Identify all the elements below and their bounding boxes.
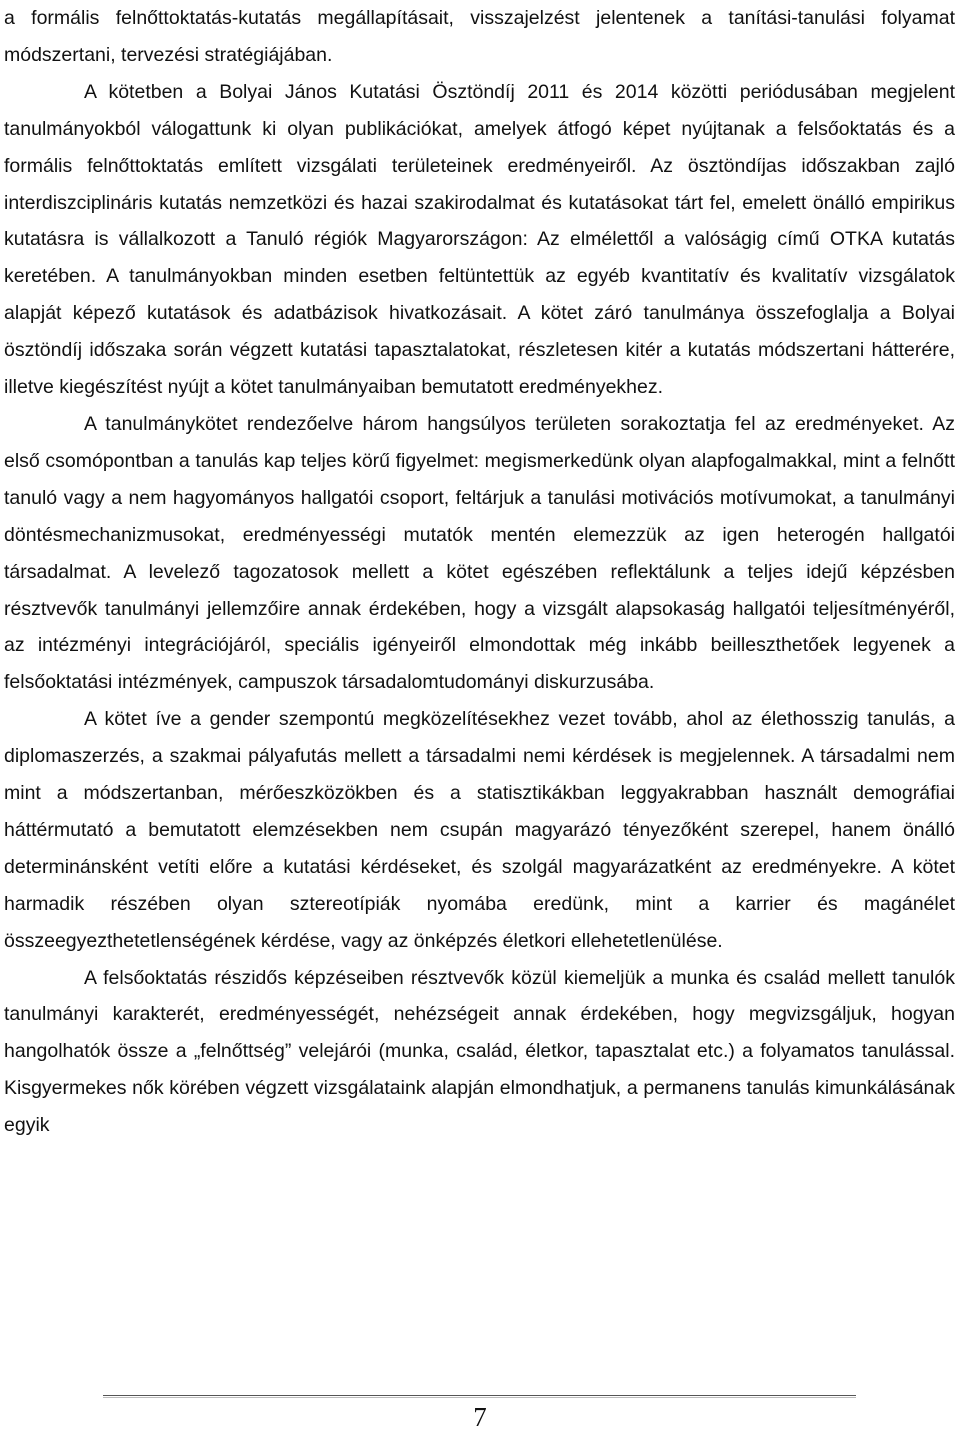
paragraph-4: A kötet íve a gender szempontú megközelítésekhez vezet tovább, ahol az élethosszig tanulás, a diplomaszerzés, a szakmai pályafutás mellett a társadalmi nemi kérdések is megjelennek. A társadalmi nem mint a módszertanban, mérőeszközökben és a statisztikákban leggyakrabban használt demográfiai háttérmutató a bemutatott elemzésekben nem csupán magyarázó tényezőként szerepel, hanem önálló determinánsként vetíti előre a kutatási kérdéseket, és szolgál magyarázatként az eredményekre. A kötet harmadik részében olyan sztereotípiák nyomába eredünk, mint a karrier és magánélet összeegyezthetetlenségének kérdése, vagy az önképzés életkori ellehetetlenülése. (4, 708, 955, 952)
document-body (4, 0, 955, 1144)
paragraph-1: a formális felnőttoktatás-kutatás megállapításait, visszajelzést jelentenek a tanítási-tanulási folyamat módszertani, tervezési stratégiájában. (4, 7, 955, 66)
paragraph-5: A felsőoktatás részidős képzéseiben résztvevők közül kiemeljük a munka és család mellett tanulók tanulmányi karakterét, eredményességét, nehézségeit annak érdekében, hogy megvizsgáljuk, hogyan hangolhatók össze a „felnőttség” velejárói (munka, család, életkor, tapasztalat etc.) a folyamatos tanulással. Kisgyermekes nők körében végzett vizsgálataink alapján elmondhatjuk, a permanens tanulás kimunkálásának egyik (4, 966, 955, 1137)
footer-rule (103, 1395, 856, 1396)
paragraph-2: A kötetben a Bolyai János Kutatási Ösztöndíj 2011 és 2014 közötti periódusában megjelent tanulmányokból válogattunk ki olyan publikációkat, amelyek átfogó képet nyújtanak a felsőoktatás és a formális felnőttoktatás említett vizsgálati területeinek eredményeiről. Az ösztöndíjas időszakban zajló interdiszciplináris kutatás nemzetközi és hazai szakirodalmat és kutatásokat tárt fel, emelett önálló empirikus kutatásra is vállalkozott a Tanuló régiók Magyarországon: Az elmélettől a valóságig című OTKA kutatás keretében. A tanulmányokban minden esetben feltüntettük az egyéb kvantitatív és kvalitatív vizsgálatok alapját képező kutatások és adatbázisok hivatkozásait. A kötet záró tanulmánya összefoglalja a Bolyai ösztöndíj időszaka során végzett kutatási tapasztalatokat, részletesen kitér a kutatás módszertani hátterére, illetve kiegészítést nyújt a kötet tanulmányaiban bemutatott eredményekhez. (4, 80, 955, 399)
page-number: 7 (473, 1402, 487, 1432)
paragraph-3: A tanulmánykötet rendezőelve három hangsúlyos területen sorakoztatja fel az eredményeket. Az első csomópontban a tanulás kap teljes körű figyelmet: megismerkedünk olyan alapfogalmakkal, mint a felnőtt tanuló vagy a nem hagyományos hallgatói csoport, feltárjuk a tanulási motivációs motívumokat, a tanulmányi döntésmechanizmusokat, eredményességi mutatók mentén elemezzük az igen heterogén hallgatói társadalmat. A levelező tagozatosok mellett a kötet egészében reflektálunk a teljes idejű képzésben résztvevők tanulmányi jellemzőire annak érdekében, hogy a vizsgált alapsokaság hallgatói teljesítményéről, az intézményi integrációjáról, speciális igényeiről elmondottak még inkább beilleszthetőek legyenek a felsőoktatási intézmények, campuszok társadalomtudományi diskurzusába. (4, 412, 955, 694)
